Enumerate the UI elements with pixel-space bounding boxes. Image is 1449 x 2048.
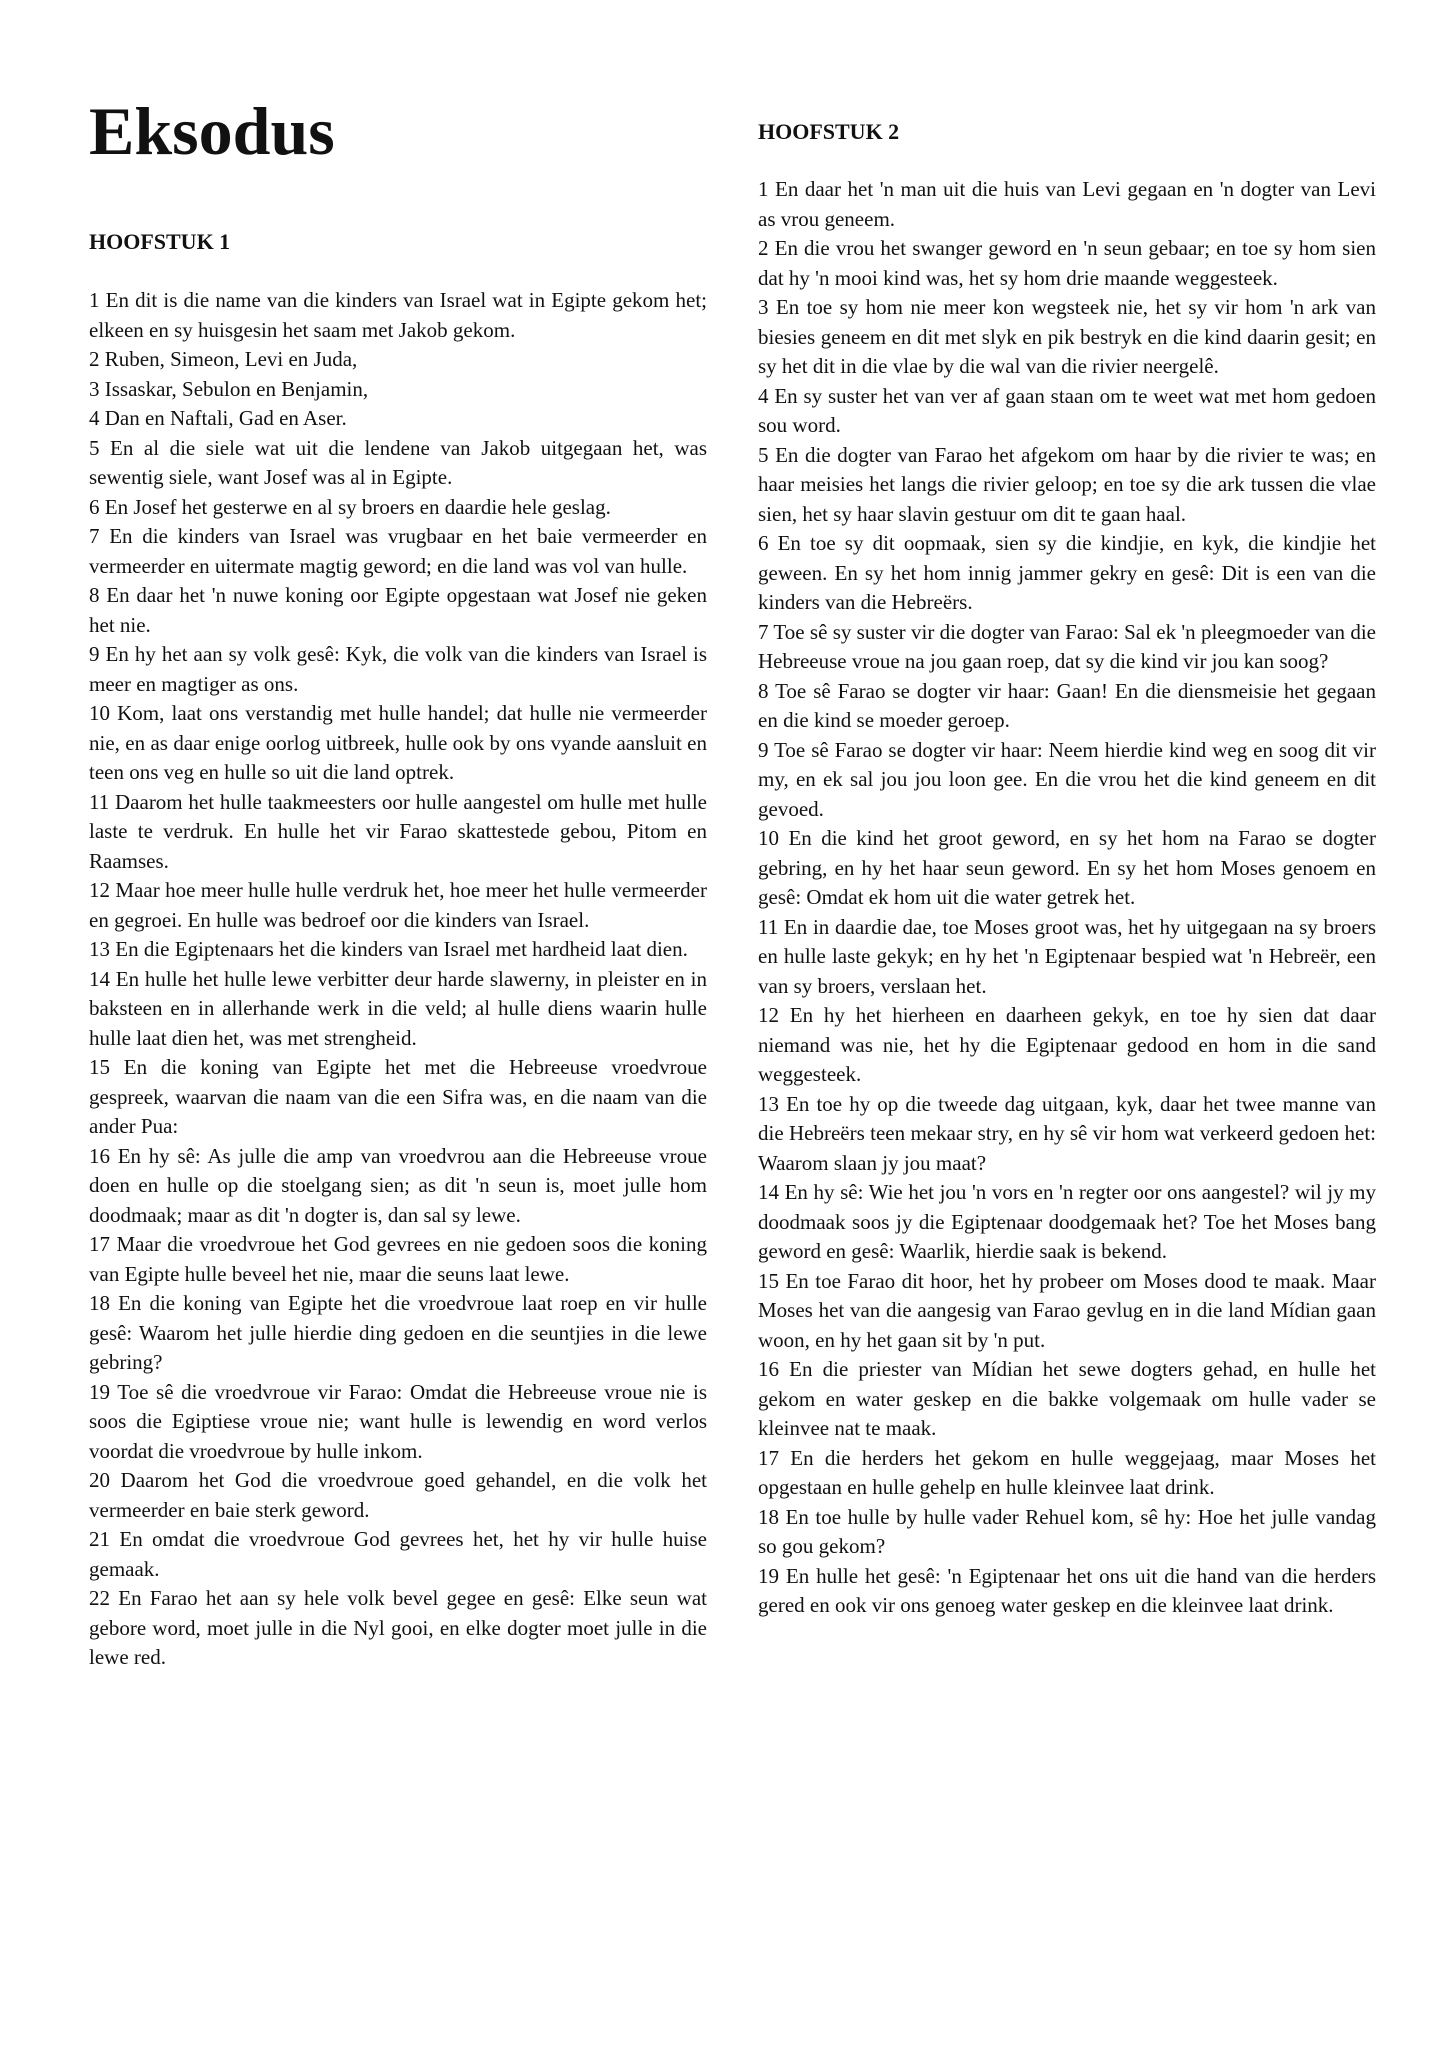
verse: 6 En toe sy dit oopmaak, sien sy die kindjie, en kyk, die kindjie het geween. En sy het hom innig jammer gekry en gesê: Dit is een van die kinders van die Hebreërs.	[758, 531, 1376, 614]
verse: 2 En die vrou het swanger geword en 'n seun gebaar; en toe sy hom sien dat hy 'n mooi kind was, het sy hom drie maande weggesteek.	[758, 236, 1376, 290]
verse: 11 Daarom het hulle taakmeesters oor hulle aangestel om hulle met hulle laste te verdruk. En hulle het vir Farao skattestede gebou, Pitom en Raamses.	[89, 789, 707, 873]
verse: 19 Toe sê die vroedvroue vir Farao: Omdat die Hebreeuse vroue nie is soos die Egiptiese vroue nie; want hulle is lewendig en word verlos voordat die vroedvroue by hulle inkom.	[89, 1379, 707, 1463]
verse: 6 En Josef het gesterwe en al sy broers en daardie hele geslag.	[89, 494, 611, 519]
verse: 1 En dit is die name van die kinders van Israel wat in Egipte gekom het; elkeen en sy huisgesin het saam met Jakob gekom.	[89, 288, 707, 342]
verse: 20 Daarom het God die vroedvroue goed gehandel, en die volk het vermeerder en baie sterk geword.	[89, 1468, 707, 1522]
verse: 9 Toe sê Farao se dogter vir haar: Neem hierdie kind weg en soog dit vir my, en ek sal jou jou loon gee. En die vrou het die kind geneem en dit gevoed.	[758, 737, 1376, 821]
verse: 9 En hy het aan sy volk gesê: Kyk, die volk van die kinders van Israel is meer en magtiger as ons.	[89, 642, 707, 696]
book-title: Eksodus	[89, 93, 335, 169]
verse: 14 En hy sê: Wie het jou 'n vors en 'n regter oor ons aangestel? wil jy my doodmaak soos jy die Egiptenaar doodgemaak het? Toe het Moses bang geword en gesê: Waarlik, hierdie saak is bekend.	[758, 1180, 1376, 1263]
verse: 2 Ruben, Simeon, Levi en Juda,	[89, 347, 358, 371]
verse: 4 En sy suster het van ver af gaan staan om te weet wat met hom gedoen sou word.	[758, 383, 1376, 437]
verse: 4 Dan en Naftali, Gad en Aser.	[89, 406, 347, 430]
verse: 1 En daar het 'n man uit die huis van Levi gegaan en 'n dogter van Levi as vrou geneem.	[758, 177, 1376, 231]
verse-list	[89, 286, 707, 1673]
verse: 14 En hulle het hulle lewe verbitter deur harde slawerny, in pleister en in baksteen en in allerhande werk in die veld; al hulle diens waarin hulle hulle laat dien het, was met strengheid.	[89, 966, 707, 1050]
verse: 12 En hy het hierheen en daarheen gekyk, en toe hy sien dat daar niemand was nie, het hy die Egiptenaar gedood en hom in die sand weggesteek.	[758, 1003, 1376, 1086]
verse: 17 Maar die vroedvroue het God gevrees en nie gedoen soos die koning van Egipte hulle beveel het nie, maar die seuns laat lewe.	[89, 1232, 707, 1286]
verse: 16 En hy sê: As julle die amp van vroedvrou aan die Hebreeuse vroue doen en hulle op die stoelgang sien; as dit 'n seun is, moet julle hom doodmaak; maar as dit 'n dogter is, dan sal sy lewe.	[89, 1143, 707, 1227]
verse: 13 En die Egiptenaars het die kinders van Israel met hardheid laat dien.	[89, 937, 688, 961]
chapter-heading: HOOFSTUK 2	[758, 119, 900, 144]
verse: 10 Kom, laat ons verstandig met hulle handel; dat hulle nie vermeerder nie, en as daar enige oorlog uitbreek, hulle ook by ons vyande aansluit en teen ons veg en hulle so uit die land optrek.	[89, 701, 707, 784]
verse: 5 En al die siele wat uit die lendene van Jakob uitgegaan het, was sewentig siele, want Josef was al in Egipte.	[89, 435, 707, 489]
verse: 15 En toe Farao dit hoor, het hy probeer om Moses dood te maak. Maar Moses het van die aangesig van Farao gevlug en in die land Mídian gaan woon, en hy het gaan sit by 'n put.	[758, 1268, 1376, 1352]
verse: 19 En hulle het gesê: 'n Egiptenaar het ons uit die hand van die herders gered en ook vir ons genoeg water geskep en die kleinvee laat drink.	[758, 1563, 1376, 1617]
verse: 17 En die herders het gekom en hulle weggejaag, maar Moses het opgestaan en hulle gehelp en hulle kleinvee laat drink.	[758, 1445, 1376, 1499]
verse: 10 En die kind het groot geword, en sy het hom na Farao se dogter gebring, en hy het haar seun geword. En sy het hom Moses genoem en gesê: Omdat ek hom uit die water getrek het.	[758, 826, 1376, 909]
verse: 7 En die kinders van Israel was vrugbaar en het baie vermeerder en vermeerder en uitermate magtig geword; en die land was vol van hulle.	[89, 524, 707, 578]
verse: 22 En Farao het aan sy hele volk bevel gegee en gesê: Elke seun wat gebore word, moet julle in die Nyl gooi, en elke dogter moet julle in die lewe red.	[89, 1586, 707, 1669]
verse: 8 En daar het 'n nuwe koning oor Egipte opgestaan wat Josef nie geken het nie.	[89, 583, 707, 637]
verse: 12 Maar hoe meer hulle hulle verdruk het, hoe meer het hulle vermeerder en gegroei. En hulle was bedroef oor die kinders van Israel.	[89, 878, 707, 932]
verse: 5 En die dogter van Farao het afgekom om haar by die rivier te was; en haar meisies het langs die rivier geloop; en toe sy die ark tussen die vlae sien, het sy haar slavin gestuur om dit te gaan haal.	[758, 442, 1376, 526]
verse: 3 Issaskar, Sebulon en Benjamin,	[89, 376, 369, 401]
verse: 3 En toe sy hom nie meer kon wegsteek nie, het sy vir hom 'n ark van biesies geneem en dit met slyk en pik bestryk en die kind daarin gesit; en sy het dit in die vlae by die wal van die rivier neergelê.	[758, 295, 1376, 378]
verse: 21 En omdat die vroedvroue God gevrees het, het hy vir hulle huise gemaak.	[89, 1527, 707, 1581]
verse: 7 Toe sê sy suster vir die dogter van Farao: Sal ek 'n pleegmoeder van die Hebreeuse vroue na jou gaan roep, dat sy die kind vir jou kan soog?	[758, 619, 1376, 673]
verse: 8 Toe sê Farao se dogter vir haar: Gaan! En die diensmeisie het gegaan en die kind se moeder geroep.	[758, 678, 1376, 732]
chapter-heading: HOOFSTUK 1	[89, 229, 231, 254]
verse: 18 En toe hulle by hulle vader Rehuel kom, sê hy: Hoe het julle vandag so gou gekom?	[758, 1504, 1376, 1558]
verse: 11 En in daardie dae, toe Moses groot was, het hy uitgegaan na sy broers en hulle laste gekyk; en hy het 'n Egiptenaar bespied wat 'n Hebreër, een van sy broers, verslaan het.	[758, 914, 1376, 998]
verse: 16 En die priester van Mídian het sewe dogters gehad, en hulle het gekom en water geskep en die bakke volgemaak om hulle vader se kleinvee nat te maak.	[758, 1357, 1376, 1440]
verse-list	[758, 175, 1376, 1621]
verse: 13 En toe hy op die tweede dag uitgaan, kyk, daar het twee manne van die Hebreërs teen mekaar stry, en hy sê vir hom wat verkeerd gedoen het: Waarom slaan jy jou maat?	[758, 1091, 1376, 1175]
verse: 15 En die koning van Egipte het met die Hebreeuse vroedvroue gespreek, waarvan die naam van die een Sifra was, en die naam van die ander Pua:	[89, 1055, 707, 1138]
verse: 18 En die koning van Egipte het die vroedvroue laat roep en vir hulle gesê: Waarom het julle hierdie ding gedoen en die seuntjies in die lewe gebring?	[89, 1291, 707, 1374]
